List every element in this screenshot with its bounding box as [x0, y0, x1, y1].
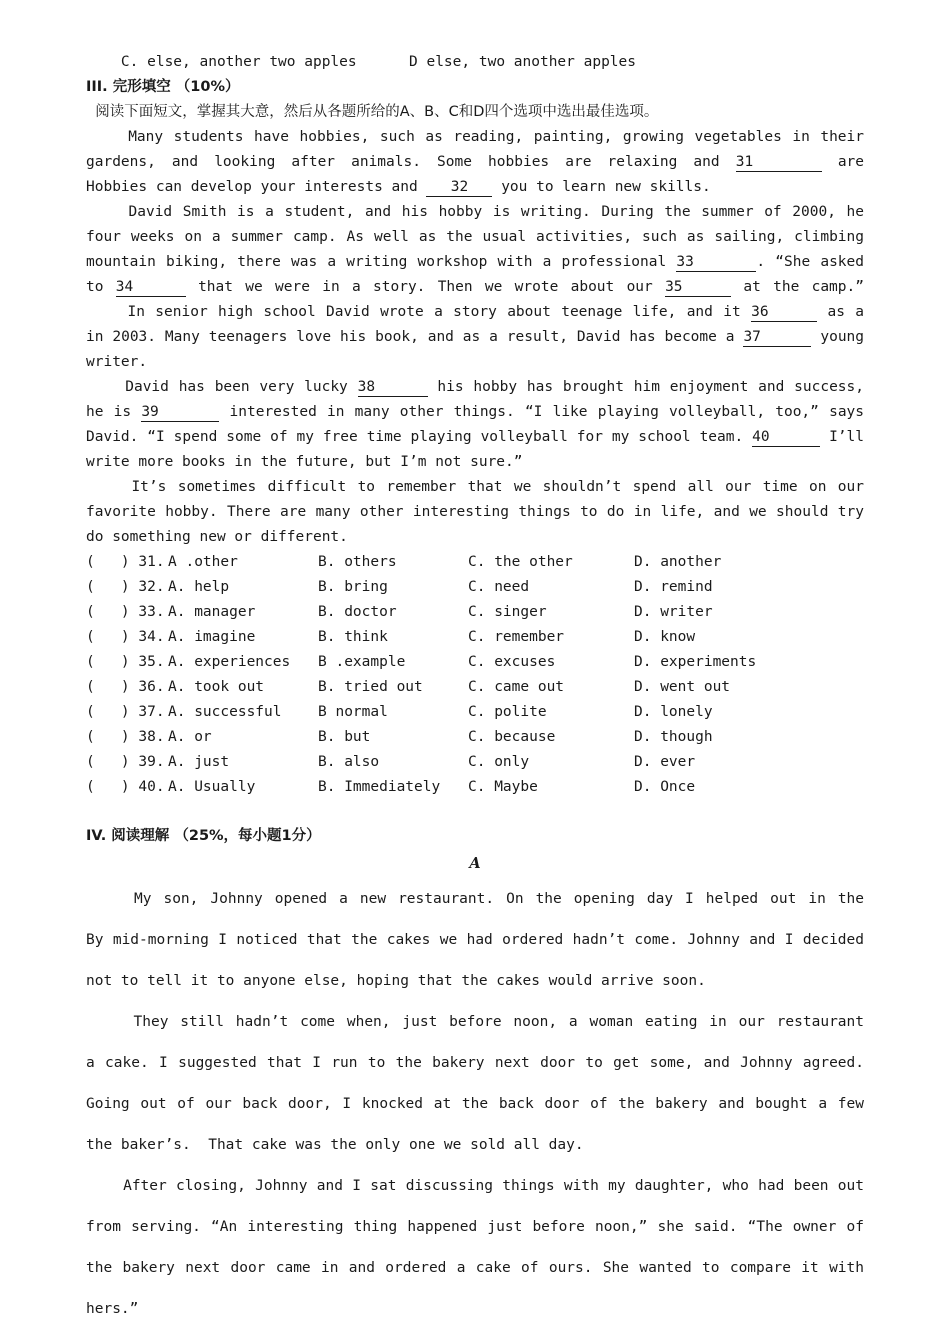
option-c[interactable]: C. because: [468, 729, 556, 745]
text: David. “I spend some of my free time playing volleyball for my school team.: [86, 429, 744, 445]
question-row: [86, 675, 864, 700]
text: to: [86, 279, 104, 295]
option-d[interactable]: D. ever: [634, 754, 696, 770]
passage-line: [86, 250, 864, 275]
option-a[interactable]: A. help: [168, 579, 230, 595]
question-row: [86, 750, 864, 775]
text: that we were in a story. Then we wrote about our: [198, 279, 653, 295]
reading-line: [86, 1043, 864, 1084]
text: In senior high school David wrote a story about teenage life, and it: [127, 304, 741, 320]
option-b[interactable]: B. also: [318, 754, 380, 770]
passage-line: [86, 175, 864, 200]
passage-line: [86, 275, 864, 300]
question-row: [86, 600, 864, 625]
option-c[interactable]: C. the other: [468, 554, 573, 570]
blank-33[interactable]: 33: [676, 253, 756, 272]
previous-question-options: [86, 50, 864, 75]
passage-line: [86, 475, 864, 500]
option-d[interactable]: D. experiments: [634, 654, 757, 670]
passage-line: [86, 325, 864, 350]
passage-letter: A: [469, 855, 481, 872]
text: Many students have hobbies, such as reading, painting, growing vegetables in their: [128, 129, 864, 145]
text: the bakery next door came in and ordered a cake of ours. She wanted to compare it with: [86, 1260, 864, 1276]
text: young: [820, 329, 864, 345]
text: the baker’s. That cake was the only one we sold all day.: [86, 1137, 584, 1153]
text: write more books in the future, but I’m not sure.”: [86, 454, 523, 470]
passage-line: [86, 300, 864, 325]
text: By mid-morning I noticed that the cakes we had ordered hadn’t come. Johnny and I decided: [86, 932, 864, 948]
reading-line: [86, 1002, 864, 1043]
option-b[interactable]: B. think: [318, 629, 388, 645]
passage-line: [86, 225, 864, 250]
option-a[interactable]: A .other: [168, 554, 238, 570]
blank-32[interactable]: 32: [426, 178, 492, 197]
question-row: [86, 550, 864, 575]
text: he is: [86, 404, 132, 420]
text: David Smith is a student, and his hobby is writing. During the summer of 2000, he: [128, 204, 864, 220]
option-d: D else, two another apples: [409, 54, 636, 70]
question-row: [86, 650, 864, 675]
reading-line: [86, 1125, 864, 1166]
option-d[interactable]: D. lonely: [634, 704, 713, 720]
text: My son, Johnny opened a new restaurant. On the opening day I helped out in the: [134, 891, 864, 907]
question-number[interactable]: ( ) 40.: [86, 779, 165, 795]
option-a[interactable]: A. manager: [168, 604, 256, 620]
text: hers.”: [86, 1301, 139, 1317]
text: do something new or different.: [86, 529, 348, 545]
option-c[interactable]: C. singer: [468, 604, 547, 620]
text: They still hadn’t come when, just before noon, a woman eating in our restaurant: [133, 1014, 864, 1030]
instruction-text: 阅读下面短文，掌握其大意，然后从各题所给的A、B、C和D四个选项中选出最佳选项。: [95, 104, 659, 120]
blank-39[interactable]: 39: [141, 403, 219, 422]
passage-line: [86, 425, 864, 450]
question-number[interactable]: ( ) 31.: [86, 554, 165, 570]
option-d[interactable]: D. Once: [634, 779, 696, 795]
option-c[interactable]: C. need: [468, 579, 530, 595]
option-c[interactable]: C. polite: [468, 704, 547, 720]
blank-40[interactable]: 40: [752, 428, 820, 447]
option-b[interactable]: B. bring: [318, 579, 388, 595]
option-a[interactable]: A. successful: [168, 704, 282, 720]
option-d[interactable]: D. writer: [634, 604, 713, 620]
option-b[interactable]: B. tried out: [318, 679, 423, 695]
text: four weeks on a summer camp. As well as the usual activities, such as sailing, climbing: [86, 229, 864, 245]
text: I’ll: [829, 429, 864, 445]
reading-line: [86, 1248, 864, 1289]
option-a[interactable]: A. or: [168, 729, 212, 745]
option-d[interactable]: D. remind: [634, 579, 713, 595]
text: It’s sometimes difficult to remember that we shouldn’t spend all our time on our: [131, 479, 864, 495]
text: writer.: [86, 354, 148, 370]
passage-line: [86, 450, 864, 475]
option-c[interactable]: C. came out: [468, 679, 565, 695]
passage-line: [86, 350, 864, 375]
passage-line: [86, 375, 864, 400]
text: from serving. “An interesting thing happened just before noon,” she said. “The owner of: [86, 1219, 864, 1235]
option-a[interactable]: A. experiences: [168, 654, 291, 670]
text: interested in many other things. “I like playing volleyball, too,” says: [229, 404, 864, 420]
option-a[interactable]: A. just: [168, 754, 230, 770]
reading-line: [86, 920, 864, 961]
option-a[interactable]: A. took out: [168, 679, 265, 695]
question-number[interactable]: ( ) 36.: [86, 679, 165, 695]
text: gardens, and looking after animals. Some hobbies are relaxing and: [86, 154, 720, 170]
text: Going out of our back door, I knocked at the back door of the bakery and bought a few: [86, 1096, 864, 1112]
question-row: [86, 700, 864, 725]
option-c[interactable]: C. only: [468, 754, 530, 770]
text: Hobbies can develop your interests and: [86, 179, 418, 195]
text: you to learn new skills.: [501, 179, 711, 195]
option-c: C. else, another two apples: [120, 54, 357, 70]
option-d[interactable]: D. another: [634, 554, 722, 570]
question-number[interactable]: ( ) 32.: [86, 579, 165, 595]
blank-34[interactable]: 34: [116, 278, 186, 297]
option-b[interactable]: B. but: [318, 729, 371, 745]
reading-line: [86, 1166, 864, 1207]
option-c[interactable]: C. Maybe: [468, 779, 538, 795]
option-b[interactable]: B .example: [318, 654, 406, 670]
section-4-title: IV. 阅读理解 （25%，每小题1分）: [86, 828, 321, 844]
question-number[interactable]: ( ) 37.: [86, 704, 165, 720]
text: are: [837, 154, 864, 170]
question-row: [86, 725, 864, 750]
question-row: [86, 625, 864, 650]
blank-35[interactable]: 35: [665, 278, 731, 297]
section-3-title: III. 完形填空 （10%）: [86, 79, 240, 95]
section-3-instruction: [86, 100, 864, 125]
question-number[interactable]: ( ) 35.: [86, 654, 165, 670]
reading-line: [86, 961, 864, 1002]
passage-line: [86, 400, 864, 425]
reading-line: [86, 1084, 864, 1125]
blank-36[interactable]: 36: [751, 303, 817, 322]
blank-37[interactable]: 37: [743, 328, 811, 347]
text: at the camp.”: [743, 279, 864, 295]
option-b[interactable]: B. doctor: [318, 604, 397, 620]
question-row: [86, 775, 864, 800]
option-d[interactable]: D. know: [634, 629, 696, 645]
exam-page: [86, 50, 864, 1330]
option-c[interactable]: C. excuses: [468, 654, 556, 670]
text: favorite hobby. There are many other interesting things to do in life, and we should try: [86, 504, 864, 520]
question-number[interactable]: ( ) 34.: [86, 629, 165, 645]
text: his hobby has brought him enjoyment and success,: [437, 379, 864, 395]
text: David has been very lucky: [125, 379, 348, 395]
option-d[interactable]: D. though: [634, 729, 713, 745]
option-b[interactable]: B normal: [318, 704, 388, 720]
option-b[interactable]: B. Immediately: [318, 779, 441, 795]
option-d[interactable]: D. went out: [634, 679, 731, 695]
option-c[interactable]: C. remember: [468, 629, 565, 645]
reading-line: [86, 1207, 864, 1248]
reading-line: [86, 1289, 864, 1330]
passage-line: [86, 150, 864, 175]
question-number[interactable]: ( ) 39.: [86, 754, 165, 770]
reading-line: [86, 879, 864, 920]
text: in 2003. Many teenagers love his book, and as a result, David has become a: [86, 329, 735, 345]
question-number[interactable]: ( ) 38.: [86, 729, 165, 745]
text: a cake. I suggested that I run to the bakery next door to get some, and Johnny agreed.: [86, 1055, 864, 1071]
option-b[interactable]: B. others: [318, 554, 397, 570]
blank-38[interactable]: 38: [358, 378, 428, 397]
question-number[interactable]: ( ) 33.: [86, 604, 165, 620]
question-list: [86, 550, 864, 800]
text: . “She asked: [756, 254, 864, 270]
option-a[interactable]: A. imagine: [168, 629, 256, 645]
text: not to tell it to anyone else, hoping that the cakes would arrive soon.: [86, 973, 706, 989]
blank-31[interactable]: 31: [736, 153, 822, 172]
text: After closing, Johnny and I sat discussing things with my daughter, who had been out: [123, 1178, 864, 1194]
passage-line: [86, 125, 864, 150]
text: as a: [827, 304, 864, 320]
text: mountain biking, there was a writing workshop with a professional: [86, 254, 667, 270]
question-row: [86, 575, 864, 600]
passage-line: [86, 200, 864, 225]
passage-line: [86, 525, 864, 550]
passage-line: [86, 500, 864, 525]
option-a[interactable]: A. Usually: [168, 779, 256, 795]
